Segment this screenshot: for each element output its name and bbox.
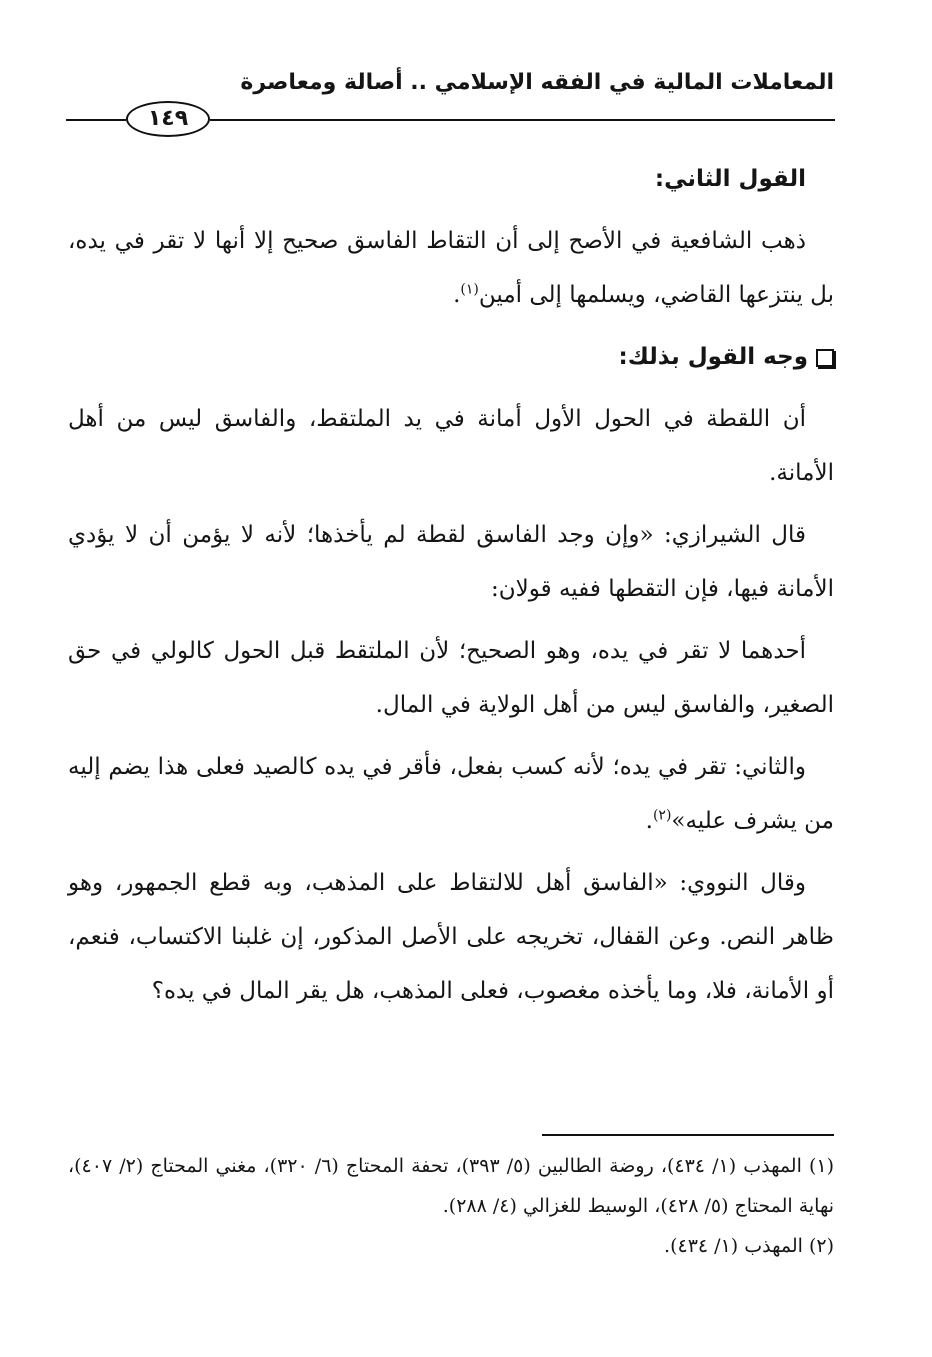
paragraph-end: .: [453, 282, 461, 308]
paragraph: أن اللقطة في الحول الأول أمانة في يد الملتقط، والفاسق ليس من أهل الأمانة.: [68, 406, 834, 486]
paragraph-end: .: [645, 808, 653, 834]
footnote: (٢) المهذب (١/ ٤٣٤).: [664, 1235, 834, 1257]
main-text: [68, 152, 834, 1026]
subsection-heading: [68, 330, 834, 384]
footnote-ref: (٢): [652, 807, 672, 824]
paragraph: [68, 214, 834, 322]
header-rule: [66, 119, 126, 121]
subsection-heading-text: وجه القول بذلك:: [618, 344, 808, 370]
running-header-title: المعاملات المالية في الفقه الإسلامي .. أصالة ومعاصرة: [240, 70, 834, 95]
paragraph: [68, 740, 834, 848]
paragraph: وقال النووي: «الفاسق أهل للالتقاط على المذهب، وبه قطع الجمهور، وهو ظاهر النص. وعن القفال، تخريجه على الأصل المذكور، إن غلبنا الاكتساب، فنعم، أو الأمانة، فلا، وما يأخذه مغصوب، فعلى المذهب، هل يقر المال في يده؟: [68, 870, 834, 1004]
paragraph: قال الشيرازي: «وإن وجد الفاسق لقطة لم يأخذها؛ لأنه لا يؤمن أن لا يؤدي الأمانة فيها، فإن التقطها ففيه قولان:: [68, 522, 834, 602]
footnote-ref: (١): [460, 281, 479, 298]
footnote: (١) المهذب (١/ ٤٣٤)، روضة الطالبين (٥/ ٣٩٣)، تحفة المحتاج (٦/ ٣٢٠)، مغني المحتاج (٢/ ٤٠٧)، نهاية المحتاج (٥/ ٤٢٨)، الوسيط للغزالي (٤/ ٢٨٨).: [68, 1155, 835, 1217]
section-heading: القول الثاني:: [654, 166, 806, 192]
square-bullet-icon: [816, 349, 834, 367]
page-number: ١٤٩: [126, 101, 210, 137]
footnotes: [68, 1146, 834, 1266]
paragraph: أحدهما لا تقر في يده، وهو الصحيح؛ لأن الملتقط قبل الحول كالولي في حق الصغير، والفاسق ليس من أهل الولاية في المال.: [68, 638, 834, 718]
paragraph-text: ذهب الشافعية في الأصح إلى أن التقاط الفاسق صحيح إلا أنها لا تقر في يده، بل ينتزعها القاضي، ويسلمها إلى أمين: [68, 228, 834, 308]
paragraph-text: والثاني: تقر في يده؛ لأنه كسب بفعل، فأقر في يده كالصيد فعلى هذا يضم إليه من يشرف عليه»: [68, 754, 834, 834]
footnote-separator: [542, 1134, 834, 1136]
header-rule: [210, 119, 835, 121]
